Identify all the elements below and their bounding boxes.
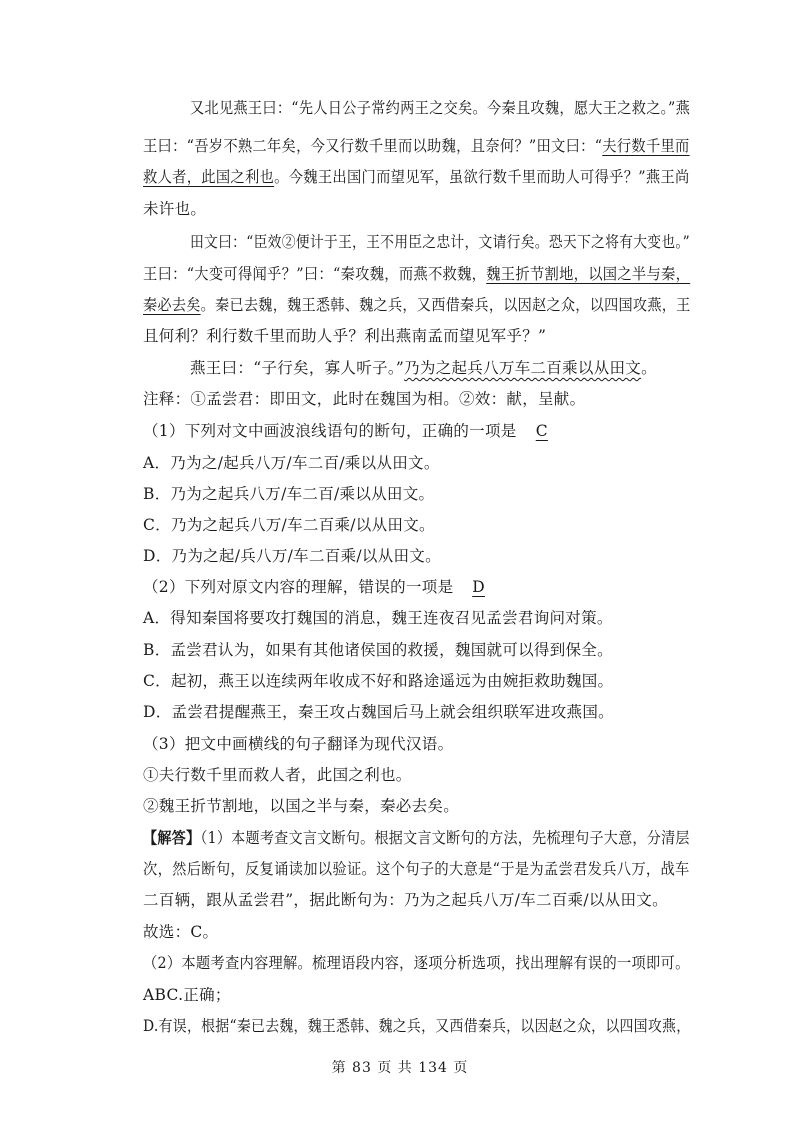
underlined-sentence: 夫行数千里而 bbox=[602, 137, 690, 155]
notes: 注释：①孟尝君：即田文，此时在魏国为相。②效：献，呈献。 bbox=[143, 390, 586, 408]
passage-line bbox=[143, 136, 690, 156]
solution-line: 二百辆，跟从孟尝君”，据此断句为：乃为之起兵八万/车二百乘/以从田文。 bbox=[143, 891, 668, 909]
solution-line: 次，然后断句，反复诵读加以验证。这个句子的大意是“于是为孟尝君发兵八万，战车 bbox=[143, 860, 690, 878]
passage-text: 。 bbox=[641, 359, 657, 377]
passage-line bbox=[143, 264, 690, 284]
option: A．乃为之/起兵八万/车二百/乘以从田文。 bbox=[143, 454, 440, 472]
passage-line bbox=[143, 295, 691, 315]
passage-text: 。秦已去魏，魏王悉韩、魏之兵，又西借秦兵，以因赵之众，以四国攻燕，王 bbox=[200, 296, 691, 314]
solution-line: （2）本题考查内容理解。梳理语段内容，逐项分析选项，找出理解有误的一项即可。 bbox=[143, 954, 690, 972]
answer-blank: D bbox=[472, 578, 485, 596]
solution-label: 【解答】 bbox=[143, 828, 201, 847]
passage-text: 。今魏王出国门而望见军，虽欲行数千里而助人可得乎？”燕王尚 bbox=[274, 168, 690, 186]
underlined-sentence: 魏王折节割地，以国之半与秦， bbox=[486, 265, 691, 283]
passage-line: 且何利？利行数千里而助人乎？利出燕南孟而望见军乎？” bbox=[143, 327, 547, 345]
option: D．孟尝君提醒燕王，秦王攻占魏国后马上就会组织联军进攻燕国。 bbox=[143, 703, 614, 721]
option: B．孟尝君认为，如果有其他诸侯国的救援，魏国就可以得到保全。 bbox=[143, 641, 613, 659]
translation-item: ①夫行数千里而救人者，此国之利也。 bbox=[143, 766, 412, 784]
solution-line: ABC.正确； bbox=[143, 986, 231, 1004]
question-2-stem: （2）下列对原文内容的理解，错误的一项是 D bbox=[143, 577, 499, 597]
question-1-stem: （1）下列对文中画波浪线语句的断句，正确的一项是 C bbox=[143, 421, 562, 441]
answer-blank: C bbox=[535, 422, 548, 440]
passage-line bbox=[143, 167, 690, 187]
wavy-underlined-sentence: 乃为之起兵八万车二百乘以从田文 bbox=[404, 359, 642, 377]
underlined-sentence: 秦必去矣 bbox=[143, 296, 201, 314]
option: A．得知秦国将要攻打魏国的消息，魏王连夜召见孟尝君询问对策。 bbox=[143, 609, 613, 627]
translation-item: ②魏王折节割地，以国之半与秦，秦必去矣。 bbox=[143, 797, 460, 815]
option: B．乃为之起兵八万/车二百/乘以从田文。 bbox=[143, 485, 435, 503]
solution-line: 【解答】（1）本题考查文言文断句。根据文言文断句的方法，先梳理句子大意，分清层 bbox=[143, 828, 690, 847]
underlined-sentence: 救人者，此国之利也 bbox=[143, 168, 275, 186]
option: C．起初，燕王以连续两年收成不好和路途遥远为由婉拒救助魏国。 bbox=[143, 672, 614, 690]
passage-text: 王曰：“吾岁不熟二年矣，今又行数千里而以助魏，且奈何？”田文曰：“ bbox=[143, 137, 603, 155]
question-3-stem: （3）把文中画横线的句子翻译为现代汉语。 bbox=[143, 735, 454, 753]
passage-text: 燕王曰：“子行矣，寡人听子。” bbox=[190, 359, 405, 377]
option: C．乃为之起兵八万/车二百乘/以从田文。 bbox=[143, 516, 435, 534]
passage-line: 未许也。 bbox=[143, 200, 207, 218]
passage-line bbox=[190, 358, 657, 378]
page-number-footer: 第 83 页 共 134 页 bbox=[331, 1060, 469, 1076]
solution-line: D.有误，根据“秦已去魏，魏王悉韩、魏之兵，又西借秦兵，以因赵之众，以四国攻燕， bbox=[143, 1017, 691, 1035]
passage-line: 田文曰：“臣效②便计于王，王不用臣之忠计，文请行矣。恐天下之将有大变也。” bbox=[190, 233, 690, 251]
passage-text: 王曰：“大变可得闻乎？”曰：“秦攻魏，而燕不救魏， bbox=[143, 265, 487, 283]
passage-line: 又北见燕王曰：“先人日公子常约两王之交矣。今秦且攻魏，愿大王之救之。”燕 bbox=[190, 99, 691, 117]
option: D．乃为之起/兵八万/车二百乘/以从田文。 bbox=[143, 547, 441, 565]
solution-line: 故选：C。 bbox=[143, 923, 219, 941]
